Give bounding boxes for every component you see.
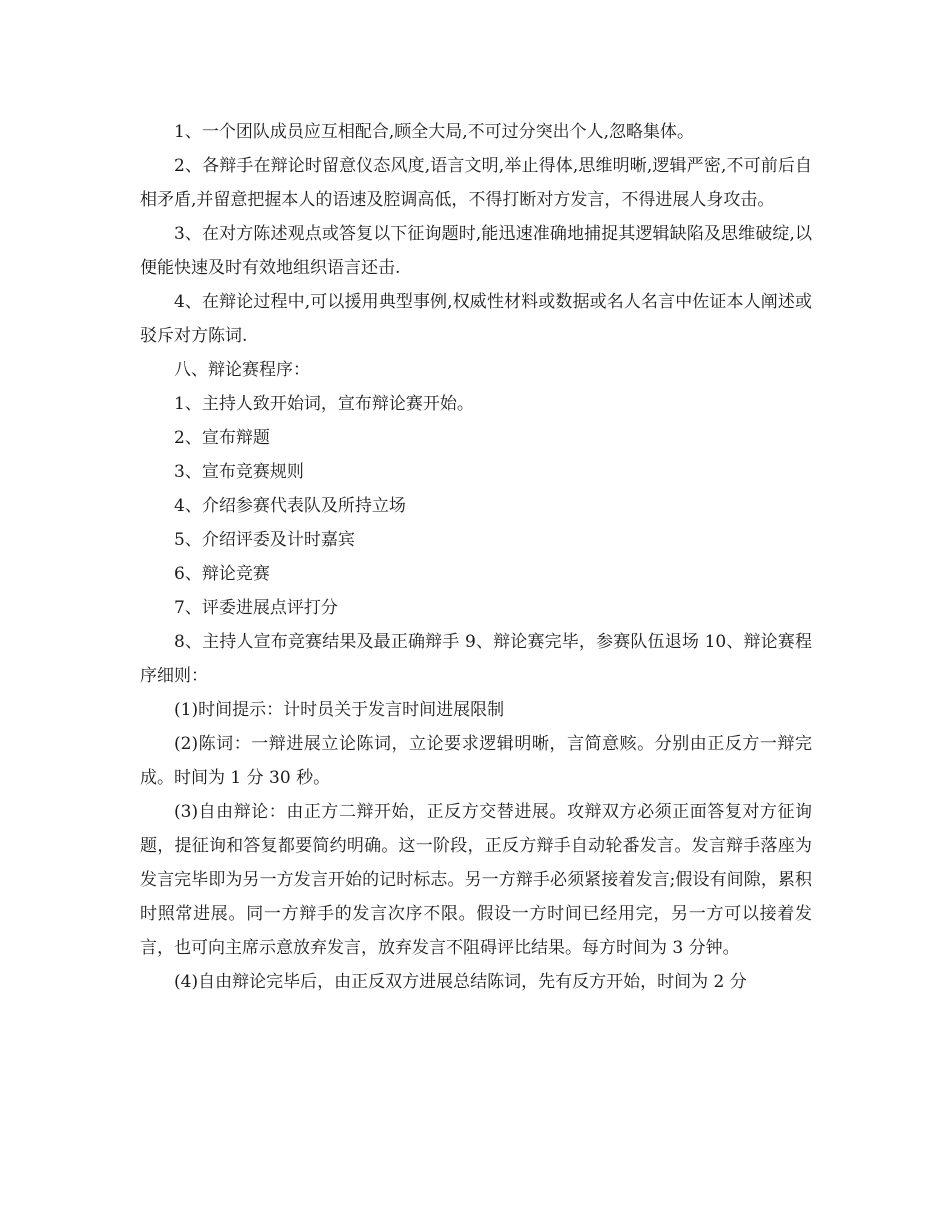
- procedure-step-3: 3、宣布竞赛规则: [174, 462, 304, 482]
- section-heading-procedure: 八、辩论赛程序：: [174, 360, 310, 380]
- procedure-step-7: 7、评委进展点评打分: [174, 598, 338, 618]
- detail-rule-free-debate: (3)自由辩论：由正方二辩开始，正反方交替进展。攻辩双方必须正面答复对方征询题，提征询和答复都要简约明确。这一阶段，正反方辩手自动轮番发言。发言辩手落座为发言完毕即为另一方发言开始的记时标志。另一方辩手必须紧接着发言;假设有间隙，累积时照常进展。同一方辩手的发言次序不限。假设一方时间已经用完，另一方可以接着发言，也可向主席示意放弃发言，放弃发言不阻碍评比结果。每方时间为 3 分钟。: [140, 802, 812, 958]
- procedure-step-5: 5、介绍评委及计时嘉宾: [174, 530, 355, 550]
- procedure-step-6: 6、辩论竞赛: [174, 564, 270, 584]
- document-body: [140, 115, 812, 999]
- paragraph-debater-conduct-rule: 2、各辩手在辩论时留意仪态风度,语言文明,举止得体,思维明晰,逻辑严密,不可前后自相矛盾,并留意把握本人的语速及腔调高低，不得打断对方发言，不得进展人身攻击。: [140, 156, 812, 210]
- detail-rule-opening: (2)陈词：一辩进展立论陈词，立论要求逻辑明晰，言简意赅。分别由正反方一辩完成。时间为 1 分 30 秒。: [140, 734, 812, 788]
- detail-rule-time: (1)时间提示：计时员关于发言时间进展限制: [174, 700, 505, 720]
- paragraph-teamwork-rule: 1、一个团队成员应互相配合,顾全大局,不可过分突出个人,忽略集体。: [174, 122, 695, 142]
- procedure-step-1: 1、主持人致开始词，宣布辩论赛开始。: [174, 394, 474, 414]
- detail-rule-closing: (4)自由辩论完毕后，由正反双方进展总结陈词，先有反方开始，时间为 2 分: [174, 972, 747, 992]
- procedure-step-2: 2、宣布辩题: [174, 428, 270, 448]
- paragraph-rebuttal-rule: 3、在对方陈述观点或答复以下征询题时,能迅速准确地捕捉其逻辑缺陷及思维破绽,以便能快速及时有效地组织语言还击.: [140, 224, 812, 278]
- procedure-step-8-10: 8、主持人宣布竞赛结果及最正确辩手 9、辩论赛完毕，参赛队伍退场 10、辩论赛程序细则：: [140, 632, 812, 686]
- paragraph-evidence-rule: 4、在辩论过程中,可以援用典型事例,权威性材料或数据或名人名言中佐证本人阐述或驳斥对方陈词.: [140, 292, 812, 346]
- procedure-step-4: 4、介绍参赛代表队及所持立场: [174, 496, 406, 516]
